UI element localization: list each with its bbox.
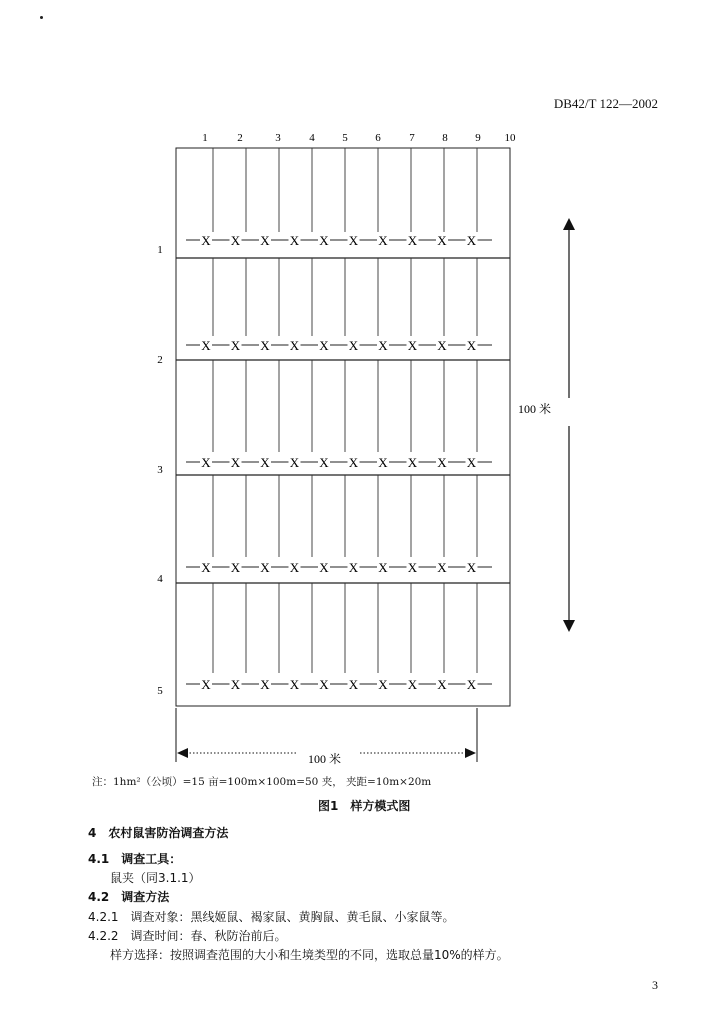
arrowhead-left: [177, 748, 188, 758]
section-4-2-1-text: 4.2.1 调查对象：黑线姬鼠、褐家鼠、黄胸鼠、黄毛鼠、小家鼠等。: [88, 910, 455, 924]
trap-mark: X: [466, 455, 477, 470]
trap-mark: X: [407, 338, 418, 353]
page-number: 3: [652, 978, 658, 992]
trap-mark: X: [319, 677, 329, 692]
column-number: 4: [309, 132, 315, 144]
trap-mark: X: [230, 233, 241, 248]
arrowhead-down: [563, 620, 575, 632]
trap-mark: X: [289, 677, 300, 692]
row-number: 4: [157, 573, 163, 585]
column-number: 8: [442, 132, 448, 144]
trap-mark: X: [260, 560, 270, 575]
column-number: 10: [504, 132, 516, 144]
trap-mark: X: [289, 455, 300, 470]
column-number: 9: [475, 132, 481, 144]
horizontal-dimension-label: 100 米: [308, 752, 342, 766]
trap-mark: X: [437, 338, 447, 353]
trap-mark: X: [230, 455, 241, 470]
row-number: 3: [157, 464, 163, 476]
trap-mark: X: [289, 233, 300, 248]
trap-mark: X: [378, 338, 388, 353]
row-number: 1: [157, 244, 163, 256]
figure-caption: 图1 样方模式图: [318, 799, 411, 813]
trap-mark: X: [260, 677, 270, 692]
trap-mark: X: [348, 560, 359, 575]
vertical-dimension-label: 100 米: [518, 402, 552, 416]
plot-outline: [176, 148, 510, 706]
trap-mark: X: [437, 560, 447, 575]
trap-mark: X: [289, 338, 300, 353]
section-4-2-heading: 4.2 调查方法: [88, 890, 170, 904]
trap-mark: X: [348, 338, 359, 353]
trap-mark: X: [466, 560, 477, 575]
trap-mark: X: [319, 338, 329, 353]
sample-selection-text: 样方选择：按照调查范围的大小和生境类型的不同，选取总量10%的样方。: [110, 948, 509, 962]
section-4-1-heading: 4.1 调查工具：: [88, 852, 182, 866]
trap-mark: X: [348, 677, 359, 692]
column-numbers: [202, 132, 516, 144]
row-number: 5: [157, 685, 163, 697]
trap-mark: X: [437, 455, 447, 470]
trap-mark: X: [407, 233, 418, 248]
trap-mark: X: [378, 677, 388, 692]
plot-grid: [176, 148, 510, 706]
column-number: 6: [375, 132, 381, 144]
trap-mark: X: [378, 233, 388, 248]
trap-mark: X: [437, 677, 447, 692]
column-number: 7: [409, 132, 415, 144]
trap-mark: X: [378, 455, 388, 470]
trap-mark: X: [348, 233, 359, 248]
column-number: 3: [275, 132, 281, 144]
trap-mark: X: [201, 455, 211, 470]
trap-mark: X: [230, 560, 241, 575]
trap-mark: X: [260, 233, 270, 248]
trap-mark: X: [466, 233, 477, 248]
document-code: DB42/T 122—2002: [553, 96, 658, 111]
trap-mark: X: [319, 233, 329, 248]
section-4-heading: 4 农村鼠害防治调查方法: [88, 826, 229, 840]
trap-mark: X: [201, 233, 211, 248]
trap-mark: X: [378, 560, 388, 575]
trap-mark: X: [289, 560, 300, 575]
column-number: 5: [342, 132, 348, 144]
figure-note: 注：1hm²（公顷）=15 亩=100m×100m=50 夹， 夹距=10m×20m: [92, 776, 432, 788]
arrowhead-up: [563, 218, 575, 230]
trap-mark: X: [319, 560, 329, 575]
section-4-2-2-text: 4.2.2 调查时间：春、秋防治前后。: [88, 929, 287, 943]
trap-mark: X: [230, 677, 241, 692]
trap-mark: X: [201, 677, 211, 692]
trap-mark: X: [466, 338, 477, 353]
trap-mark: X: [407, 455, 418, 470]
trap-mark: X: [201, 338, 211, 353]
trap-mark: X: [348, 455, 359, 470]
section-4-1-text: 鼠夹（同3.1.1）: [110, 871, 201, 885]
trap-mark: X: [260, 338, 270, 353]
row-number: 2: [157, 354, 163, 366]
trap-mark: X: [260, 455, 270, 470]
trap-mark: X: [466, 677, 477, 692]
trap-mark: X: [437, 233, 447, 248]
trap-mark: X: [319, 455, 329, 470]
trap-mark: X: [407, 677, 418, 692]
trap-lines: [186, 233, 492, 692]
arrowhead-right: [465, 748, 476, 758]
column-number: 1: [202, 132, 208, 144]
trap-mark: X: [407, 560, 418, 575]
column-number: 2: [237, 132, 243, 144]
trap-mark: X: [201, 560, 211, 575]
trap-mark: X: [230, 338, 241, 353]
row-numbers: [157, 244, 163, 697]
